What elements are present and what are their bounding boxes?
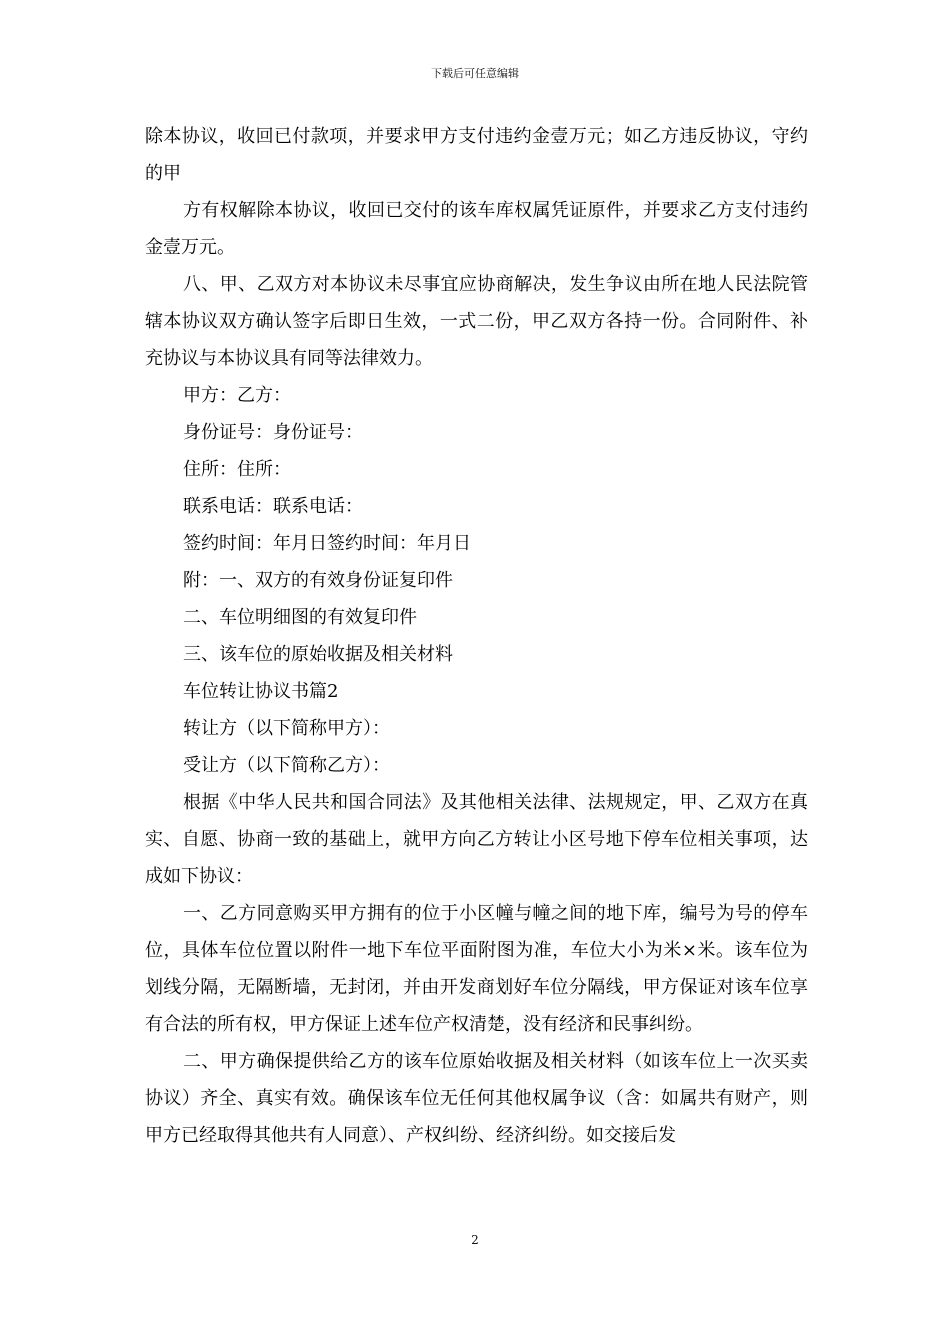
paragraph-10: 二、车位明细图的有效复印件 — [183, 607, 417, 628]
paragraph-3: 八、甲、乙双方对本协议未尽事宜应协商解决，发生争议由所在地人民法院管辖本协议双方确认签字后即日生效，一式二份，甲乙双方各持一份。合同附件、补充协议与本协议具有同等法律效力。 — [145, 274, 808, 369]
paragraph-16: 一、乙方同意购买甲方拥有的位于小区幢与幢之间的地下库，编号为号的停车位，具体车位位置以附件一地下车位平面附图为准，车位大小为米×米。该车位为划线分隔，无隔断墙，无封闭，并由开发商划好车位分隔线，甲方保证对该车位享有合法的所有权，甲方保证上述车位产权清楚，没有经济和民事纠纷。 — [145, 903, 808, 1035]
paragraph-11: 三、该车位的原始收据及相关材料 — [183, 644, 453, 665]
paragraph-15: 根据《中华人民共和国合同法》及其他相关法律、法规规定，甲、乙双方在真实、自愿、协商一致的基础上，就甲方向乙方转让小区号地下停车位相关事项，达成如下协议： — [145, 792, 808, 887]
section-title: 车位转让协议书篇2 — [183, 681, 339, 702]
document-body — [145, 118, 808, 1154]
paragraph-9: 附：一、双方的有效身份证复印件 — [183, 570, 453, 591]
paragraph-6: 住所：住所： — [183, 459, 291, 480]
paragraph-1: 除本协议，收回已付款项，并要求甲方支付违约金壹万元；如乙方违反协议，守约的甲 — [145, 126, 808, 184]
paragraph-2: 方有权解除本协议，收回已交付的该车库权属凭证原件，并要求乙方支付违约金壹万元。 — [145, 200, 808, 258]
paragraph-5: 身份证号：身份证号： — [183, 422, 363, 443]
paragraph-14: 受让方（以下简称乙方）： — [183, 755, 390, 776]
paragraph-4: 甲方：乙方： — [183, 385, 291, 406]
paragraph-7: 联系电话：联系电话： — [183, 496, 363, 517]
page-header: 下载后可任意编辑 — [431, 67, 519, 80]
paragraph-17: 二、甲方确保提供给乙方的该车位原始收据及相关材料（如该车位上一次买卖协议）齐全、真实有效。确保该车位无任何其他权属争议（含：如属共有财产，则甲方已经取得其他共有人同意）、产权纠纷、经济纠纷。如交接后发 — [145, 1051, 808, 1146]
page-number: 2 — [471, 1233, 479, 1247]
paragraph-13: 转让方（以下简称甲方）： — [183, 718, 390, 739]
paragraph-8: 签约时间：年月日签约时间：年月日 — [183, 533, 471, 554]
